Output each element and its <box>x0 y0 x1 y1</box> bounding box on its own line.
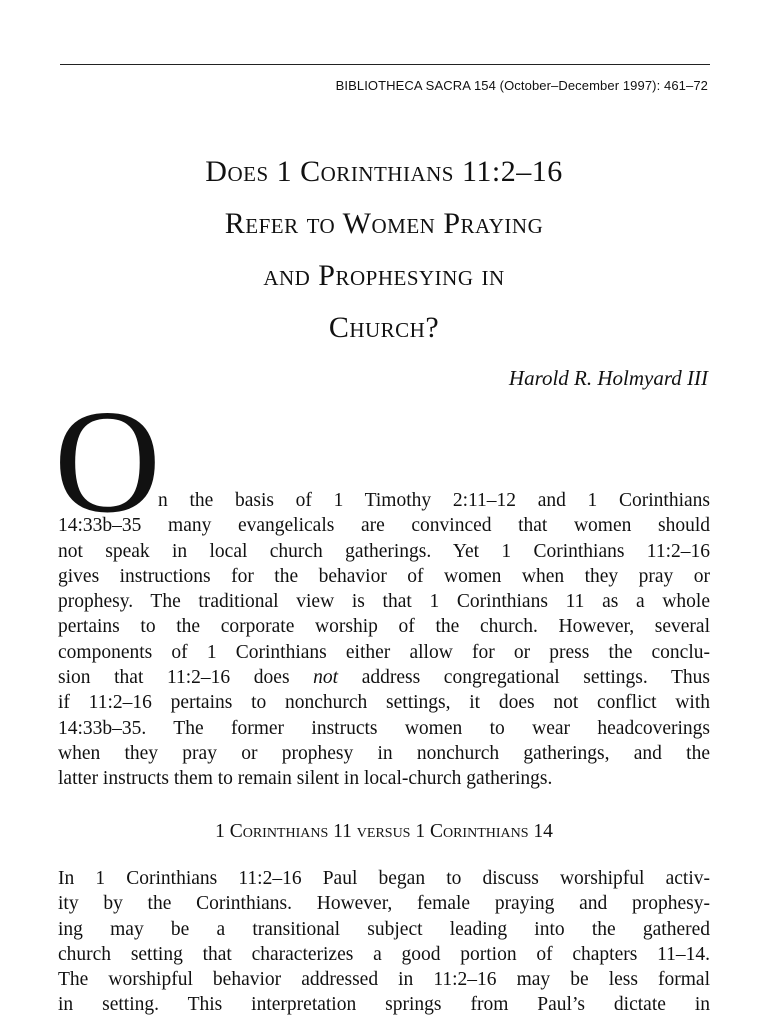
paragraph-line: gives instructions for the behavior of women when they pray or <box>58 565 710 587</box>
emphasis-not: not <box>313 667 339 689</box>
article-title <box>40 146 728 354</box>
line-segment: sion that 11:2–16 does <box>58 667 290 689</box>
author-name: Harold R. Holmyard III <box>508 366 708 390</box>
paragraph-line: n the basis of 1 Timothy 2:11–12 and 1 Corinthians <box>158 490 710 511</box>
paragraph-intro <box>58 488 710 792</box>
drop-cap: O <box>54 380 161 544</box>
paragraph-line: latter instructs them to remain silent in local-church gatherings. <box>58 768 553 790</box>
title-line-1: Does 1 Corinthians 11:2–16 <box>205 155 563 188</box>
paragraph-line: 14:33b–35 many evangelicals are convinced that women should <box>58 515 710 537</box>
paragraph-line: In 1 Corinthians 11:2–16 Paul began to discuss worshipful activ- <box>58 868 710 889</box>
section-heading: 1 Corinthians 11 versus 1 Corinthians 14 <box>215 821 553 842</box>
paragraph-line: ity by the Corinthians. However, female praying and prophesy- <box>58 893 710 915</box>
paragraph-line <box>58 665 710 690</box>
running-head: BIBLIOTHECA SACRA 154 (October–December 1997): 461–72 <box>335 78 708 93</box>
header-rule <box>60 64 710 65</box>
paragraph-line: when they pray or prophesy in nonchurch gatherings, and the <box>58 742 710 764</box>
title-line-4: Church? <box>328 311 440 344</box>
paragraph-line: not speak in local church gatherings. Yet 1 Corinthians 11:2–16 <box>58 540 710 562</box>
title-line-2: Refer to Women Praying <box>224 207 544 240</box>
paragraph-section <box>58 866 710 1018</box>
paragraph-line: in setting. This interpretation springs from Paul’s dictate in <box>58 994 710 1016</box>
line-segment: address congregational settings. Thus <box>361 667 711 689</box>
paragraph-line: components of 1 Corinthians either allow for or press the conclu- <box>58 641 710 663</box>
title-line-3: and Prophesying in <box>263 259 505 292</box>
paragraph-line: prophesy. The traditional view is that 1 Corinthians 11 as a whole <box>58 591 710 613</box>
paragraph-line: if 11:2–16 pertains to nonchurch settings, it does not conflict with <box>58 692 710 714</box>
paragraph-line: The worshipful behavior addressed in 11:2–16 may be less formal <box>58 969 710 991</box>
paragraph-line: pertains to the corporate worship of the church. However, several <box>58 616 710 638</box>
paragraph-line: 14:33b–35. The former instructs women to wear headcoverings <box>58 717 710 739</box>
paragraph-line: church setting that characterizes a good portion of chapters 11–14. <box>58 943 710 965</box>
paragraph-line: ing may be a transitional subject leading into the gathered <box>58 918 710 940</box>
